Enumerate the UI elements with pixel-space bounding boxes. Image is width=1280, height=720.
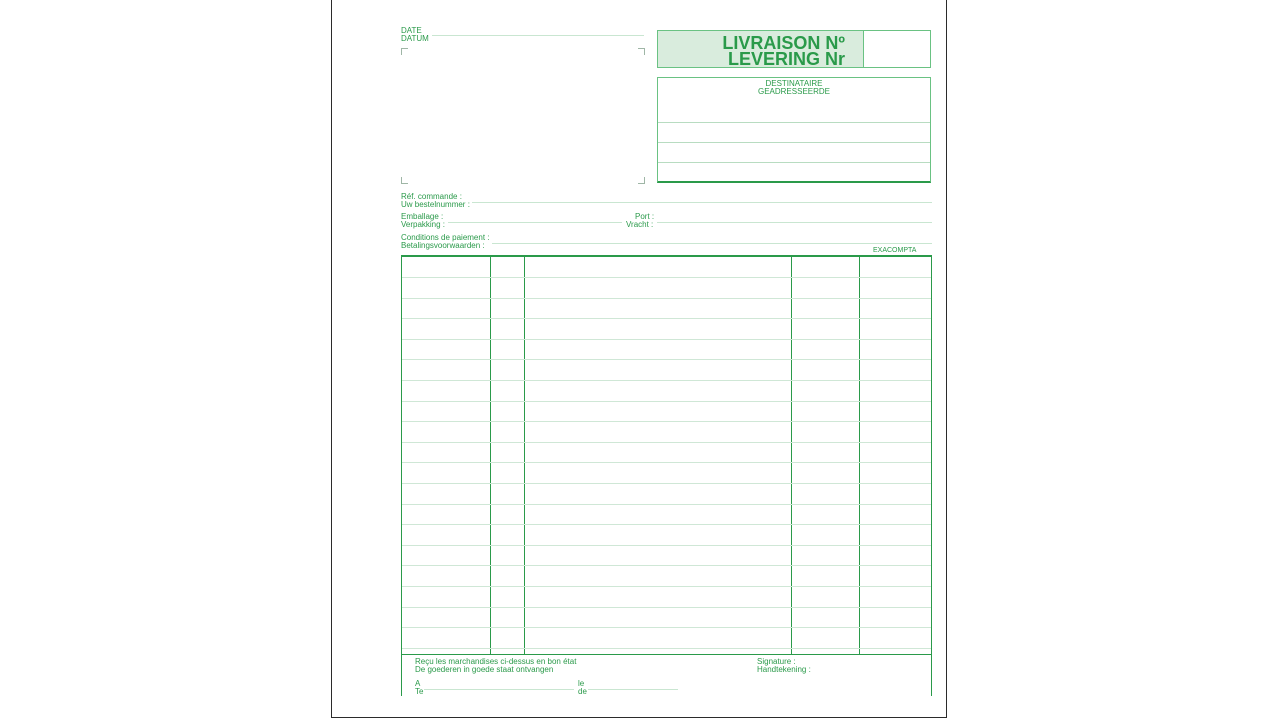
- table-row-line: [402, 421, 931, 422]
- packaging-line: [448, 222, 622, 223]
- column-divider: [490, 257, 491, 655]
- recipient-label-nl: GEADRESSEERDE: [757, 87, 831, 96]
- packaging-label-nl: Verpakking :: [401, 220, 446, 229]
- at-label-nl: Te: [415, 687, 424, 696]
- table-row-line: [402, 648, 931, 649]
- date-label-fr: DATE: [401, 26, 422, 35]
- column-divider: [859, 257, 860, 655]
- date-signed-line: [588, 689, 678, 690]
- title-box: [657, 30, 931, 68]
- brand-label: EXACOMPTA: [873, 247, 917, 254]
- table-row-line: [402, 442, 931, 443]
- table-row-line: [402, 627, 931, 628]
- packaging-label-fr: Emballage :: [401, 212, 444, 221]
- footer-separator: [401, 654, 932, 655]
- table-row-line: [402, 545, 931, 546]
- table-row-line: [402, 339, 931, 340]
- title-nl: LEVERING Nr: [727, 49, 845, 69]
- address-corner-tr: [638, 48, 645, 55]
- title-fr: LIVRAISON Nº: [722, 33, 845, 53]
- recipient-line: [658, 122, 930, 123]
- table-row-line: [402, 565, 931, 566]
- order-ref-line: [472, 202, 932, 203]
- place-line: [424, 689, 574, 690]
- received-label-fr: Reçu les marchandises ci-dessus en bon état: [415, 657, 577, 666]
- freight-label-fr: Port :: [635, 212, 655, 221]
- address-corner-br: [638, 177, 645, 184]
- address-corner-bl: [401, 177, 408, 184]
- table-row-line: [402, 359, 931, 360]
- address-corner-tl: [401, 48, 408, 55]
- footer-border-right: [931, 654, 932, 696]
- items-table: [401, 255, 932, 655]
- table-row-line: [402, 277, 931, 278]
- column-divider: [791, 257, 792, 655]
- signature-label-nl: Handtekening :: [757, 665, 811, 674]
- table-row-line: [402, 462, 931, 463]
- table-row-line: [402, 380, 931, 381]
- payment-label-fr: Conditions de paiement :: [401, 233, 490, 242]
- table-row-line: [402, 298, 931, 299]
- order-ref-label-nl: Uw bestelnummer :: [401, 200, 470, 209]
- recipient-box: [657, 77, 931, 183]
- at-label-fr: A: [415, 679, 421, 688]
- footer-border-left: [401, 654, 402, 696]
- signature-label-fr: Signature :: [757, 657, 796, 666]
- freight-line: [657, 222, 932, 223]
- on-label-nl: de: [578, 687, 587, 696]
- recipient-label-fr: DESTINATAIRE: [765, 79, 823, 88]
- payment-line: [492, 243, 932, 244]
- freight-label-nl: Vracht :: [626, 220, 654, 229]
- table-row-line: [402, 318, 931, 319]
- recipient-line: [658, 162, 930, 163]
- order-ref-label-fr: Réf. commande :: [401, 192, 462, 201]
- recipient-line: [658, 142, 930, 143]
- date-label-nl: DATUM: [401, 34, 429, 43]
- payment-label-nl: Betalingsvoorwaarden :: [401, 241, 485, 250]
- on-label-fr: le: [578, 679, 585, 688]
- table-row-line: [402, 607, 931, 608]
- date-line: [432, 35, 644, 36]
- received-label-nl: De goederen in goede staat ontvangen: [415, 665, 554, 674]
- table-row-line: [402, 504, 931, 505]
- delivery-note-sheet: [331, 0, 947, 718]
- table-row-line: [402, 483, 931, 484]
- table-row-line: [402, 586, 931, 587]
- column-divider: [524, 257, 525, 655]
- table-row-line: [402, 524, 931, 525]
- table-row-line: [402, 401, 931, 402]
